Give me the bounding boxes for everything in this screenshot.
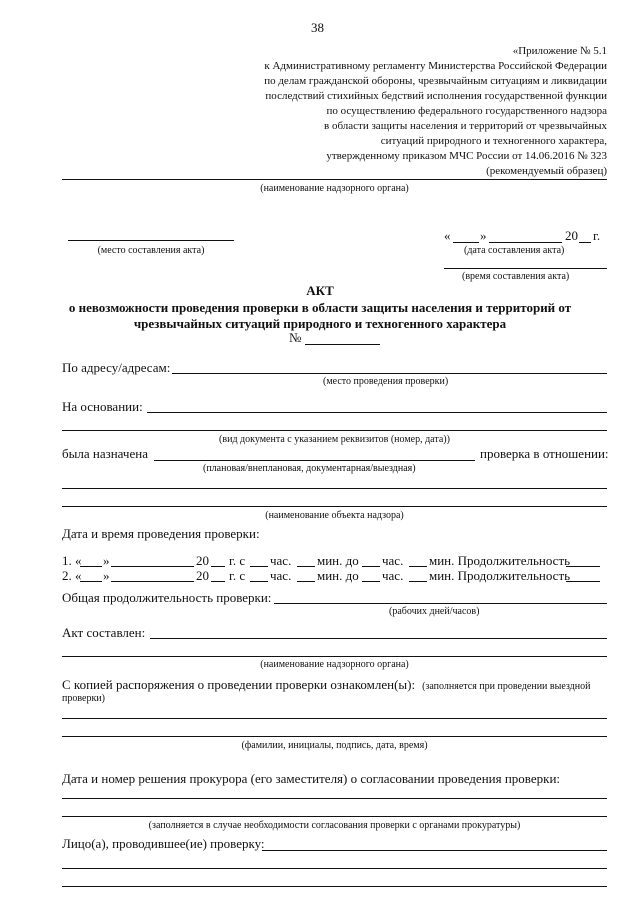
quote-open: « [444, 228, 451, 243]
row-quote: » [103, 568, 110, 583]
basis-line-2[interactable] [62, 430, 607, 431]
row1-hour-from-line[interactable] [250, 566, 268, 567]
row-hour2: час. [382, 553, 404, 568]
persons-line-2[interactable] [62, 868, 607, 869]
object-line-1[interactable] [62, 488, 607, 489]
row1-min-to-line[interactable] [409, 566, 427, 567]
inspection-type-caption: (плановая/внеплановая, документарная/выездная) [203, 463, 416, 474]
act-made-line[interactable] [150, 638, 607, 639]
row-year: 20 [196, 553, 209, 568]
row1-hour-to-line[interactable] [362, 566, 380, 567]
row2-hour-from-line[interactable] [250, 581, 268, 582]
year-suffix: г. [593, 228, 601, 243]
place-of-act-line[interactable] [68, 240, 234, 241]
appendix-line: последствий стихийных бедствий исполнения государственной функции [265, 90, 607, 102]
basis-line[interactable] [147, 412, 607, 413]
row2-hour-to-line[interactable] [362, 581, 380, 582]
persons-line[interactable] [262, 850, 607, 851]
act-subtitle-line2: чрезвычайных ситуаций природного и техногенного характера [133, 316, 507, 331]
row1-duration-line[interactable] [566, 566, 600, 567]
total-duration-label: Общая продолжительность проверки: [62, 590, 272, 605]
row1-year-line[interactable] [211, 566, 225, 567]
row-duration: мин. Продолжительность [429, 568, 571, 583]
act-title: АКТ [306, 283, 334, 298]
appendix-line: ситуаций природного и техногенного характера, [380, 135, 607, 147]
row1-month-line[interactable] [111, 566, 194, 567]
row2-duration-line[interactable] [566, 581, 600, 582]
persons-label: Лицо(а), проводившее(ие) проверку: [62, 836, 265, 851]
act-number-line[interactable] [305, 344, 380, 345]
time-of-act-line[interactable] [444, 268, 607, 269]
address-label: По адресу/адресам: [62, 360, 171, 375]
row-from: г. с [229, 568, 246, 583]
persons-line-3[interactable] [62, 886, 607, 887]
page-number: 38 [311, 20, 324, 35]
row-num: 2. « [62, 568, 82, 583]
inspection-place-caption: (место проведения проверки) [323, 376, 449, 387]
supervisory-body-caption: (наименование надзорного органа) [260, 183, 409, 194]
document-kind-caption: (вид документа с указанием реквизитов (номер, дата)) [219, 434, 450, 445]
row-duration: мин. Продолжительность [429, 553, 571, 568]
prosecutor-line-1[interactable] [62, 798, 607, 799]
copy-note-small-2: проверки) [62, 693, 105, 704]
act-made-line-2[interactable] [62, 656, 607, 657]
appendix-line: по осуществлению федерального государственного надзора [326, 105, 607, 117]
act-subtitle-line1: о невозможности проведения проверки в области защиты населения и территорий от [68, 300, 572, 315]
time-of-act-caption: (время составления акта) [462, 271, 570, 282]
copy-note [62, 676, 590, 694]
copy-note-main: С копией распоряжения о проведении проверки ознакомлен(ы): [62, 677, 416, 692]
row2-min-to-line[interactable] [409, 581, 427, 582]
row-quote: » [103, 553, 110, 568]
row1-day-line[interactable] [80, 566, 102, 567]
work-days-caption: (рабочих дней/часов) [389, 606, 480, 617]
month-line[interactable] [489, 242, 562, 243]
assigned-label: была назначена [62, 446, 148, 461]
appendix-line: по делам гражданской обороны, чрезвычайным ситуациям и ликвидации [264, 75, 607, 87]
row-hour: час. [270, 568, 292, 583]
regarding-label: проверка в отношении: [480, 446, 609, 461]
act-number-label: № [289, 330, 302, 345]
row-num: 1. « [62, 553, 82, 568]
row-year: 20 [196, 568, 209, 583]
date-of-act-caption: (дата составления акта) [464, 245, 565, 256]
appendix-line: «Приложение № 5.1 [512, 45, 607, 57]
object-name-caption: (наименование объекта надзора) [265, 510, 404, 521]
prosecutor-label: Дата и номер решения прокурора (его заместителя) о согласовании проведения проверки: [62, 771, 561, 786]
prosecutor-line-2[interactable] [62, 816, 607, 817]
row2-year-line[interactable] [211, 581, 225, 582]
row2-min-from-line[interactable] [297, 581, 315, 582]
row-hour2: час. [382, 568, 404, 583]
prosecutor-caption: (заполняется в случае необходимости согласования проверки с органами прокуратуры) [148, 820, 521, 831]
address-line[interactable] [172, 373, 607, 374]
row-min-to: мин. до [317, 568, 359, 583]
signature-line-1[interactable] [62, 718, 607, 719]
appendix-line: в области защиты населения и территорий от чрезвычайных [324, 120, 607, 132]
signatures-caption: (фамилии, инициалы, подпись, дата, время) [241, 740, 428, 751]
act-made-label: Акт составлен: [62, 625, 146, 640]
supervisory-body-caption-2: (наименование надзорного органа) [260, 659, 409, 670]
appendix-line: к Административному регламенту Министерства Российской Федерации [264, 60, 607, 72]
row-min-to: мин. до [317, 553, 359, 568]
appendix-line: утвержденному приказом МЧС России от 14.06.2016 № 323 [326, 150, 607, 162]
quote-close: » [480, 228, 487, 243]
row2-month-line[interactable] [111, 581, 194, 582]
appendix-line: (рекомендуемый образец) [486, 165, 607, 177]
day-line[interactable] [453, 242, 479, 243]
row2-day-line[interactable] [80, 581, 102, 582]
supervisory-body-line[interactable] [62, 179, 607, 180]
year-prefix: 20 [565, 228, 578, 243]
total-duration-line[interactable] [274, 603, 607, 604]
copy-note-small: (заполняется при проведении выездной [422, 681, 591, 692]
basis-label: На основании: [62, 399, 143, 414]
row-from: г. с [229, 553, 246, 568]
year-line[interactable] [579, 242, 591, 243]
object-line-2[interactable] [62, 506, 607, 507]
datetime-header: Дата и время проведения проверки: [62, 526, 260, 541]
assigned-line[interactable] [154, 460, 475, 461]
row-hour: час. [270, 553, 292, 568]
row1-min-from-line[interactable] [297, 566, 315, 567]
signature-line-2[interactable] [62, 736, 607, 737]
place-of-act-caption: (место составления акта) [97, 245, 205, 256]
